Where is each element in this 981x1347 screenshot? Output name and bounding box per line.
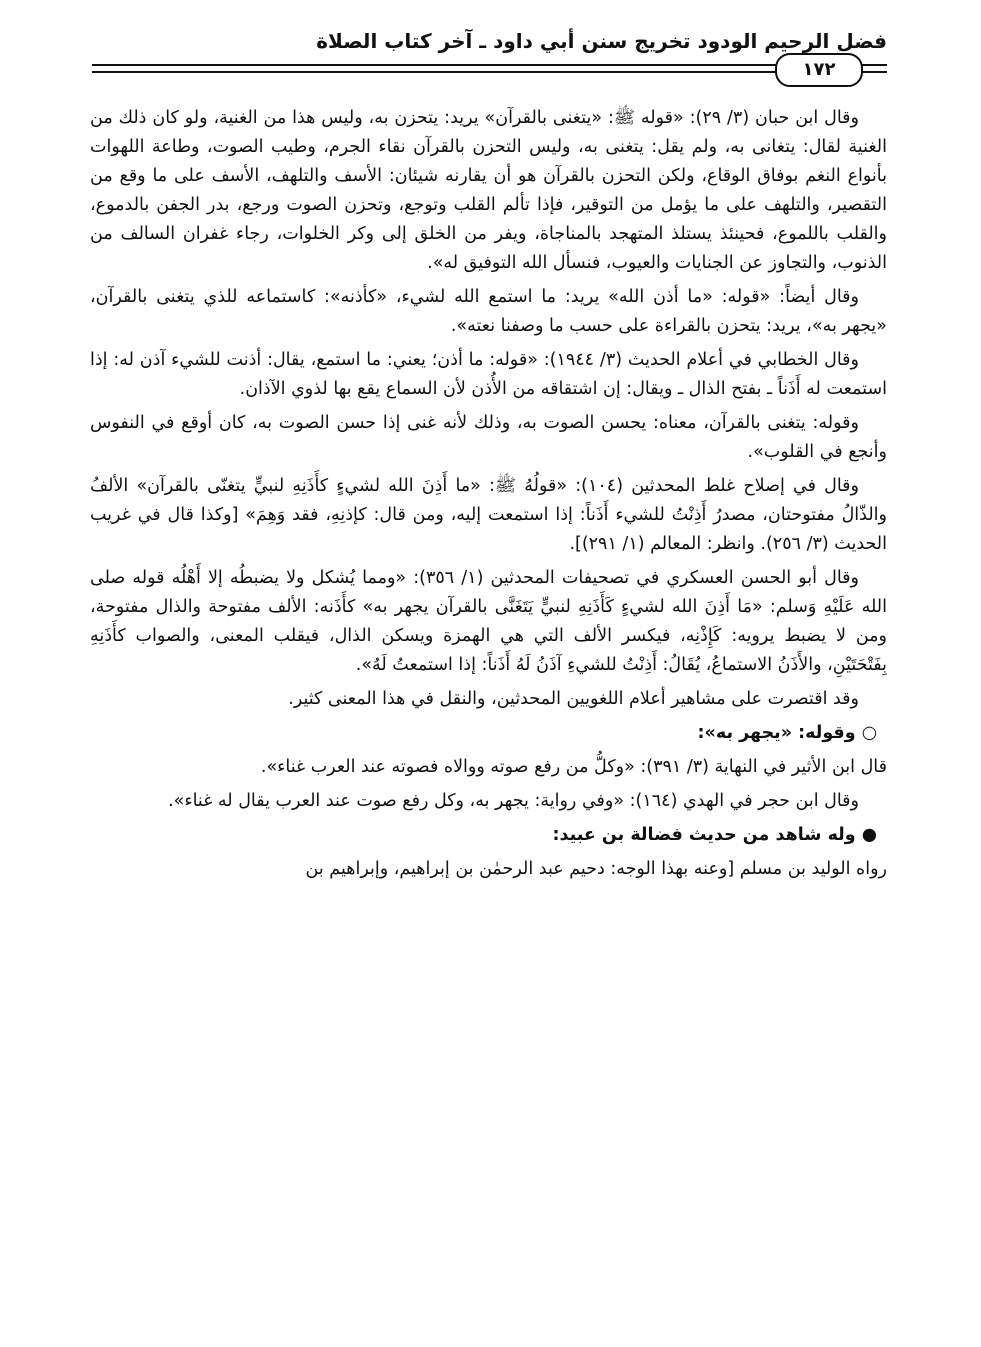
paragraph-ibn-athir: قال ابن الأثير في النهاية (٣/ ٣٩١): «وكلُّ من رفع صوته ووالاه فصوته عند العرب غناء». xyxy=(260,757,887,777)
paragraph-islah-ghalat: وقال في إصلاح غلط المحدثين (١٠٤): «قولُهُ ﷺ: «ما أَذِنَ الله لشيءٍ كأَذَنِهِ لنبيٍّ يتغنّى بالقرآن» الألفُ والذّالُ مفتوحتان، مصدرُ أَذِنْتُ للشيء أَذَناً: إذا استمعت إليه، ومن قال: كإذنِهِ، فقد وَهِمَ» [وكذا قال في غريب الحديث (٣/ ٢٥٦). وانظر: المعالم (١/ ٢٩١)]. xyxy=(90,476,887,554)
paragraph-ibn-hibban: وقال ابن حبان (٣/ ٢٩): «قوله ﷺ: «يتغنى بالقرآن» يريد: يتحزن به، وليس هذا من الغنية، ولو كان ذلك من الغنية لقال: يتغانى به، ولم يقل: يتغنى به، وليس التحزن بالقرآن نقاء الجرم، وطيب الصوت، وطاعة اللهوات بأنواع النغم بوفاق الوقاع، ولكن التحزن بالقرآن هو أن يقارنه شيئان: الأسف والتلهف، الأسف على ما وقع من التقصير، والتلهف على ما يؤمل من التوقير، فإذا تألم القلب وتوجع، وتحزن الصوت ورجع، بدر الجفن بالدموع، والقلب باللموع، فحينئذ يستلذ المتهجد بالمناجاة، ويفر من الخلق إلى وكر الخلوات، رجاء غفران السالف من الذنوب، والتجاوز عن الجنايات والعيوب، فنسأل الله التوفيق له». xyxy=(90,108,887,273)
paragraph-yataghanna: وقوله: يتغنى بالقرآن، معناه: يحسن الصوت به، وذلك لأنه غنى إذا حسن الصوت به، كان أوقع في النفوس وأنجع في القلوب». xyxy=(90,413,887,462)
running-header-title: فضل الرحيم الودود تخريج سنن أبي داود ـ آخر كتاب الصلاة xyxy=(316,29,887,53)
paragraph-summary: وقد اقتصرت على مشاهير أعلام اللغويين المحدثين، والنقل في هذا المعنى كثير. xyxy=(288,689,859,709)
section-marker-yajhar: ○ وقوله: «يجهر به»: xyxy=(697,723,877,743)
header-rule-bottom xyxy=(92,71,887,73)
header-rule-top xyxy=(92,64,887,66)
paragraph-khattabi: وقال الخطابي في أعلام الحديث (٣/ ١٩٤٤): «قوله: ما أذن؛ يعني: ما استمع، يقال: أذنت للشيء آذن له: إذا استمعت له أَذَناً ـ بفتح الذال ـ ويقال: إن اشتقاقه من الأُذن لأن السماع يقع بها لذوي الآذان. xyxy=(90,350,887,399)
paragraph-also-said: وقال أيضاً: «قوله: «ما أذن الله» يريد: ما استمع الله لشيء، «كأذنه»: كاستماعه للذي يتغنى بالقرآن، «يجهر به»، يريد: يتحزن بالقراءة على حسب ما وصفنا نعته». xyxy=(90,287,887,336)
paragraph-walid: رواه الوليد بن مسلم [وعنه بهذا الوجه: دحيم عبد الرحمٰن بن إبراهيم، وإبراهيم بن xyxy=(305,859,887,879)
section-marker-fadala: ● وله شاهد من حديث فضالة بن عبيد: xyxy=(552,825,877,845)
body-text xyxy=(90,104,887,1324)
paragraph-ibn-hajar: وقال ابن حجر في الهدي (١٦٤): «وفي رواية: يجهر به، وكل رفع صوت عند العرب يقال له غناء». xyxy=(168,791,859,811)
page-number: ١٧٢ xyxy=(775,53,863,87)
paragraph-askari: وقال أبو الحسن العسكري في تصحيفات المحدثين (١/ ٣٥٦): «ومما يُشكل ولا يضبطُه إلا أَهْلُه قوله صلى الله عَلَيْهِ وَسلم: «مَا أَذِنَ الله لشيءٍ كَأَذَنِهِ لنبيٍّ يَتَغَنَّى بالقرآن يجهر به» كأَذَنه: الألف مفتوحة والذال مفتوحة، ومن لا يضبط يرويه: كَإِذْنِه، فيكسر الألف التي هي الهمزة ويسكن الذال، فيقلب المعنى، والصواب كأَذَنِهِ بِفَتْحَتَيْنِ، والأَذَنُ الاستماعُ، يُقَالُ: أَذِنْتُ للشيءِ آذَنُ لَهُ أَذَناً: إذا استمعتُ لَهُ». xyxy=(90,568,887,675)
